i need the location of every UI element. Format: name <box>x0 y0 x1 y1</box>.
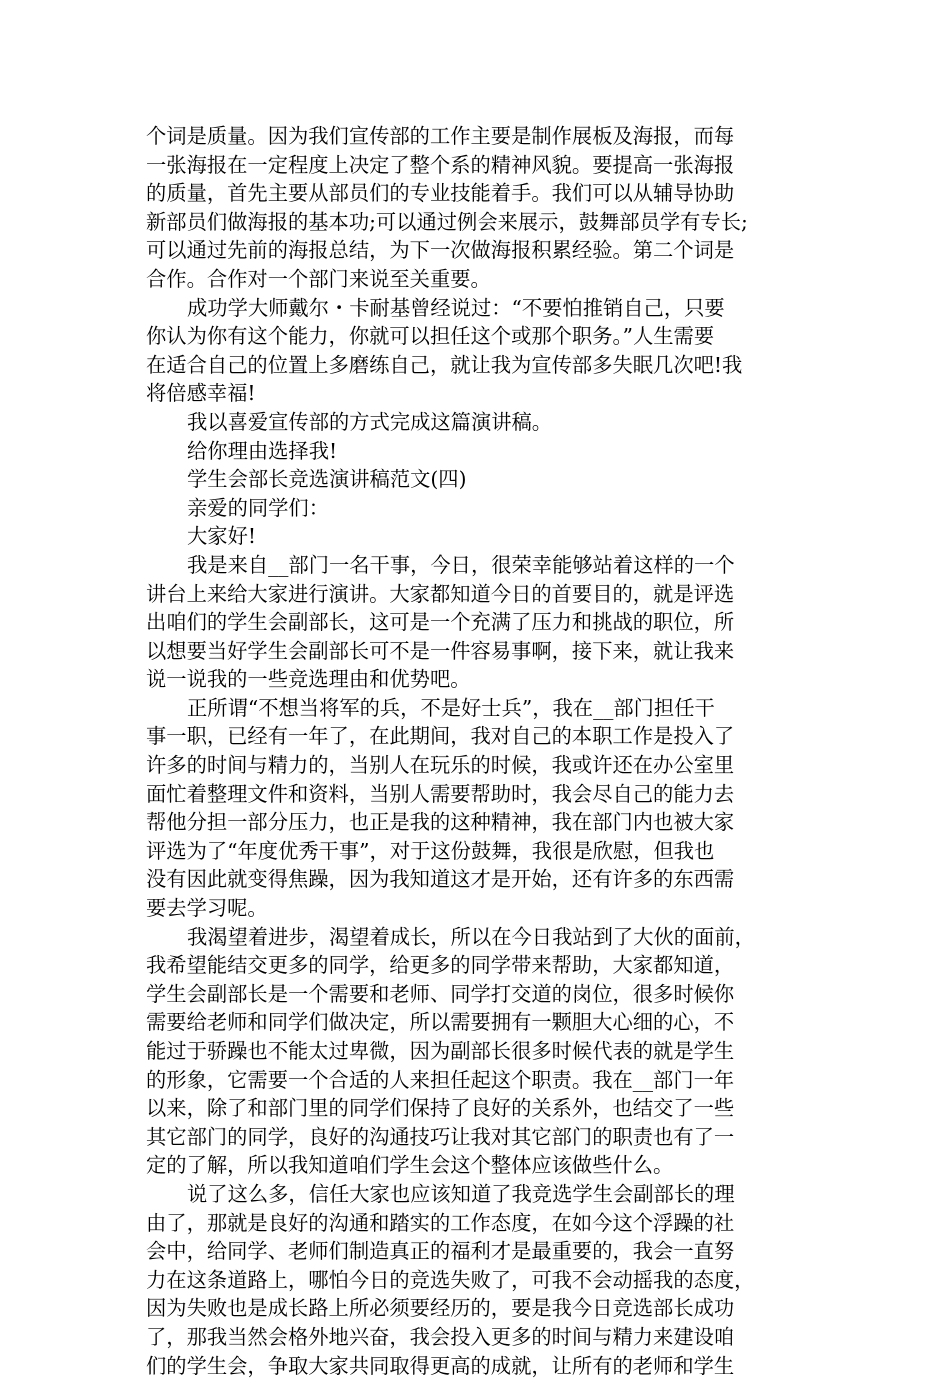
text-line: 因为失败也是成长路上所必须要经历的，要是我今日竞选部长成功 <box>146 1296 735 1321</box>
text-line: 你认为你有这个能力，你就可以担任这个或那个职务。”人生需要 <box>146 324 715 349</box>
text-line: 出咱们的学生会副部长，这可是一个充满了压力和挑战的职位，所 <box>146 610 735 635</box>
paragraph-first-line: 学生会部长竞选演讲稿范文(四) <box>187 467 467 492</box>
text-line: 需要给老师和同学们做决定，所以需要拥有一颗胆大心细的心，不 <box>146 1010 735 1035</box>
text-line: 以想要当好学生会副部长可不是一件容易事啊，接下来，就让我来 <box>146 638 735 663</box>
text-line: 由了，那就是良好的沟通和踏实的工作态度，在如今这个浮躁的社 <box>146 1210 735 1235</box>
text-line: 合作。合作对一个部门来说至关重要。 <box>146 266 491 291</box>
paragraph-first-line: 我是来自__部门一名干事，今日，很荣幸能够站着这样的一个 <box>187 552 735 577</box>
paragraph-first-line: 亲爱的同学们： <box>187 495 329 520</box>
text-line: 将倍感幸福! <box>146 381 256 406</box>
text-line: 的形象，它需要一个合适的人来担任起这个职责。我在__部门一年 <box>146 1067 735 1092</box>
text-line: 可以通过先前的海报总结，为下一次做海报积累经验。第二个词是 <box>146 238 735 263</box>
text-line: 个词是质量。因为我们宣传部的工作主要是制作展板及海报，而每 <box>146 124 735 148</box>
text-line: 能过于骄躁也不能太过卑微，因为副部长很多时候代表的就是学生 <box>146 1039 735 1063</box>
text-line: 没有因此就变得焦躁，因为我知道这才是开始，还有许多的东西需 <box>146 867 735 892</box>
paragraph-first-line: 成功学大师戴尔・卡耐基曾经说过：“不要怕推销自己，只要 <box>187 295 725 320</box>
paragraph-first-line: 我以喜爱宣传部的方式完成这篇演讲稿。 <box>187 409 553 434</box>
text-line: 会中，给同学、老师们制造真正的福利才是最重要的，我会一直努 <box>146 1239 735 1264</box>
text-line: 讲台上来给大家进行演讲。大家都知道今日的首要目的，就是评选 <box>146 581 735 606</box>
text-line: 一张海报在一定程度上决定了整个系的精神风貌。要提高一张海报 <box>146 152 735 177</box>
text-line: 其它部门的同学，良好的沟通技巧让我对其它部门的职责也有了一 <box>146 1124 735 1149</box>
text-line: 许多的时间与精力的，当别人在玩乐的时候，我或许还在办公室里 <box>146 753 735 778</box>
text-line: 在适合自己的位置上多磨练自己，就让我为宣传部多失眠几次吧!我 <box>146 352 743 377</box>
paragraph-first-line: 说了这么多，信任大家也应该知道了我竞选学生会副部长的理 <box>187 1181 735 1206</box>
text-line: 说一说我的一些竞选理由和优势吧。 <box>146 667 471 692</box>
text-line: 评选为了“年度优秀干事”，对于这份鼓舞，我很是欣慰，但我也 <box>146 838 715 863</box>
paragraph-first-line: 正所谓“不想当将军的兵，不是好士兵”，我在__部门担任干 <box>187 695 715 720</box>
text-line: 事一职，已经有一年了，在此期间，我对自己的本职工作是投入了 <box>146 724 735 749</box>
paragraph-first-line: 给你理由选择我! <box>187 438 338 463</box>
paragraph-first-line: 大家好! <box>187 524 256 549</box>
text-line: 新部员们做海报的基本功;可以通过例会来展示，鼓舞部员学有专长; <box>146 209 748 234</box>
paragraph-first-line: 我渴望着进步，渴望着成长，所以在今日我站到了大伙的面前， <box>187 924 755 949</box>
text-line: 帮他分担一部分压力，也正是我的这种精神，我在部门内也被大家 <box>146 810 735 835</box>
text-line: 们的学生会，争取大家共同取得更高的成就，让所有的老师和学生 <box>146 1353 735 1378</box>
text-line: 面忙着整理文件和资料，当别人需要帮助时，我会尽自己的能力去 <box>146 781 735 806</box>
document-body <box>146 122 818 1380</box>
text-line: 我希望能结交更多的同学，给更多的同学带来帮助，大家都知道， <box>146 953 735 978</box>
text-line: 以来，除了和部门里的同学们保持了良好的关系外，也结交了一些 <box>146 1096 735 1121</box>
text-line: 力在这条道路上，哪怕今日的竞选失败了，可我不会动摇我的态度， <box>146 1267 755 1292</box>
text-line: 定的了解，所以我知道咱们学生会这个整体应该做些什么。 <box>146 1153 674 1178</box>
text-line: 学生会副部长是一个需要和老师、同学打交道的岗位，很多时候你 <box>146 981 735 1006</box>
text-line: 了，那我当然会格外地兴奋，我会投入更多的时间与精力来建设咱 <box>146 1324 735 1349</box>
text-line: 的质量，首先主要从部员们的专业技能着手。我们可以从辅导协助 <box>146 181 735 206</box>
text-line: 要去学习呢。 <box>146 896 268 921</box>
